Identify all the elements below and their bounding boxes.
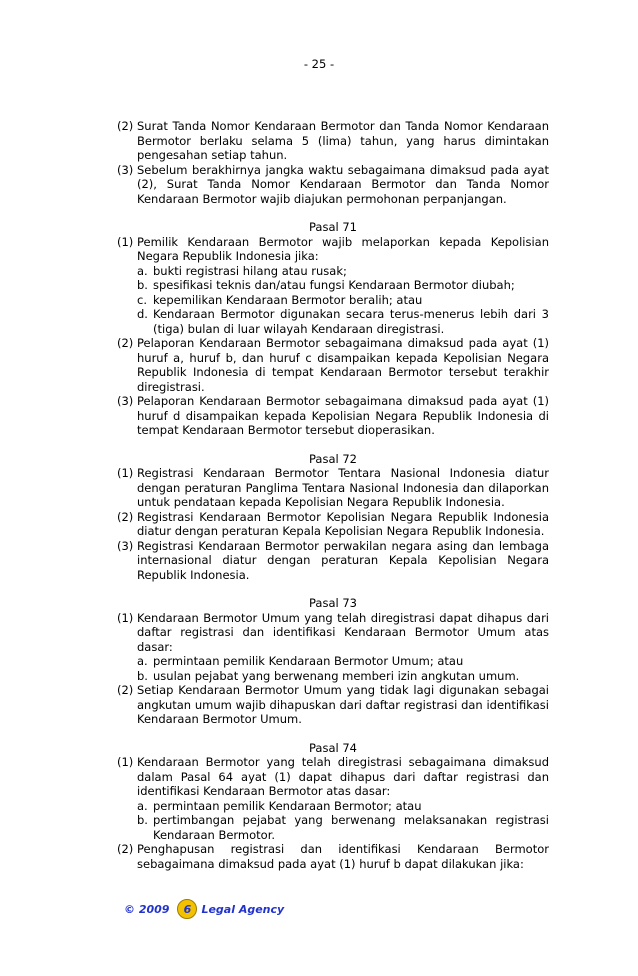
paragraph: [117, 336, 549, 394]
paragraph-text: Pemilik Kendaraan Bermotor wajib melaporkan kepada Kepolisian Negara Republik Indonesia jika:: [137, 234, 549, 263]
list-item-letter: b.: [137, 813, 148, 827]
list-item-letter: a.: [137, 798, 148, 813]
paragraph-number: (2): [117, 119, 134, 133]
paragraph-text: Registrasi Kendaraan Bermotor Tentara Nasional Indonesia diatur dengan peraturan Panglima Tentara Nasional Indonesia dan dilaporkan untuk pendataan kepada Kepolisian Negara Republik Indonesia.: [137, 466, 549, 509]
list-item-text: permintaan pemilik Kendaraan Bermotor; atau: [153, 798, 422, 813]
paragraph-text: Surat Tanda Nomor Kendaraan Bermotor dan Tanda Nomor Kendaraan Bermotor berlaku selama 5 (lima) tahun, yang harus dimintakan pengesahan setiap tahun.: [137, 119, 549, 162]
paragraph: [117, 235, 549, 264]
paragraph-number: (2): [117, 842, 134, 856]
paragraph: [117, 510, 549, 539]
article-heading: Pasal 74: [309, 740, 357, 755]
list-item-text: Kendaraan Bermotor digunakan secara terus-menerus lebih dari 3 (tiga) bulan di luar wilayah Kendaraan diregistrasi.: [153, 307, 549, 336]
copyright-year: © 2009: [124, 902, 170, 916]
list-item-text: bukti registrasi hilang atau rusak;: [153, 263, 347, 278]
paragraph: [117, 394, 549, 438]
article-heading: Pasal 73: [309, 596, 357, 610]
list-item-letter: c.: [137, 292, 147, 307]
paragraph: [117, 163, 549, 207]
paragraph: [117, 611, 549, 655]
list-item-letter: d.: [137, 307, 148, 321]
paragraph-text: Registrasi Kendaraan Bermotor perwakilan negara asing dan lembaga internasional diatur dengan peraturan Kepala Kepolisian Negara Republik Indonesia.: [137, 538, 549, 582]
article-heading: Pasal 71: [309, 220, 357, 234]
paragraph: [117, 466, 549, 510]
paragraph-text: Kendaraan Bermotor Umum yang telah diregistrasi dapat dihapus dari daftar registrasi dan identifikasi Kendaraan Bermotor Umum atas dasar:: [137, 610, 549, 654]
paragraph: [117, 539, 549, 583]
list-item-text: usulan pejabat yang berwenang memberi izin angkutan umum.: [153, 668, 520, 683]
paragraph-number: (1): [117, 234, 134, 249]
paragraph-text: Pelaporan Kendaraan Bermotor sebagaimana dimaksud pada ayat (1) huruf a, huruf b, dan huruf c disampaikan kepada Kepolisian Negara Republik Indonesia di tempat Kendaraan Bermotor tersebut terakhir diregistrasi.: [137, 336, 549, 394]
list-item-letter: b.: [137, 668, 148, 683]
paragraph: [117, 683, 549, 727]
paragraph: [117, 755, 549, 799]
paragraph-number: (1): [117, 610, 134, 625]
document-body: [117, 119, 549, 871]
list-item-text: permintaan pemilik Kendaraan Bermotor Umum; atau: [153, 654, 464, 668]
paragraph-number: (3): [117, 162, 134, 177]
logo-letter: 6: [183, 902, 192, 916]
brand-name: Legal Agency: [201, 902, 285, 916]
paragraph-text: Sebelum berakhirnya jangka waktu sebagaimana dimaksud pada ayat (2), Surat Tanda Nomor Kendaraan Bermotor dan Tanda Nomor Kendaraan Bermotor wajib diajukan permohonan perpanjangan.: [137, 162, 549, 206]
page-number: - 25 -: [303, 57, 335, 71]
list-item: [117, 307, 549, 336]
paragraph-number: (1): [117, 466, 134, 480]
paragraph-number: (2): [117, 509, 134, 524]
article-heading: Pasal 72: [309, 451, 357, 466]
list-item-text: kepemilikan Kendaraan Bermotor beralih; atau: [153, 292, 423, 307]
paragraph: [117, 119, 549, 163]
list-item-letter: b.: [137, 278, 148, 292]
list-item: [117, 669, 549, 684]
paragraph: [117, 842, 549, 871]
list-item: [117, 813, 549, 842]
list-item-text: pertimbangan pejabat yang berwenang melaksanakan registrasi Kendaraan Bermotor.: [153, 813, 549, 842]
list-item-letter: a.: [137, 263, 148, 278]
paragraph-number: (3): [117, 538, 134, 553]
list-item: [117, 799, 549, 814]
paragraph-number: (2): [117, 336, 134, 350]
legal-agency-logo-icon: [177, 899, 197, 919]
paragraph-text: Registrasi Kendaraan Bermotor Kepolisian Negara Republik Indonesia diatur dengan peraturan Kepala Kepolisian Negara Republik Indonesia.: [137, 509, 549, 538]
paragraph-text: Setiap Kendaraan Bermotor Umum yang tidak lagi digunakan sebagai angkutan umum wajib dihapuskan dari daftar registrasi dan identifikasi Kendaraan Bermotor Umum.: [137, 683, 549, 726]
footer: [124, 899, 284, 919]
list-item-text: spesifikasi teknis dan/atau fungsi Kendaraan Bermotor diubah;: [153, 278, 515, 292]
list-item: [117, 264, 549, 279]
list-item-letter: a.: [137, 654, 148, 668]
list-item: [117, 293, 549, 308]
paragraph-number: (3): [117, 394, 134, 408]
paragraph-number: (2): [117, 683, 134, 697]
paragraph-text: Kendaraan Bermotor yang telah diregistrasi sebagaimana dimaksud dalam Pasal 64 ayat (1) dapat dihapus dari daftar registrasi dan identifikasi Kendaraan Bermotor atas dasar:: [137, 755, 549, 798]
paragraph-number: (1): [117, 755, 134, 769]
paragraph-text: Pelaporan Kendaraan Bermotor sebagaimana dimaksud pada ayat (1) huruf d disampaikan kepada Kepolisian Negara Republik Indonesia di tempat Kendaraan Bermotor tersebut dioperasikan.: [137, 394, 549, 437]
list-item: [117, 278, 549, 293]
list-item: [117, 654, 549, 669]
paragraph-text: Penghapusan registrasi dan identifikasi Kendaraan Bermotor sebagaimana dimaksud pada ayat (1) huruf b dapat dilakukan jika:: [137, 842, 549, 871]
